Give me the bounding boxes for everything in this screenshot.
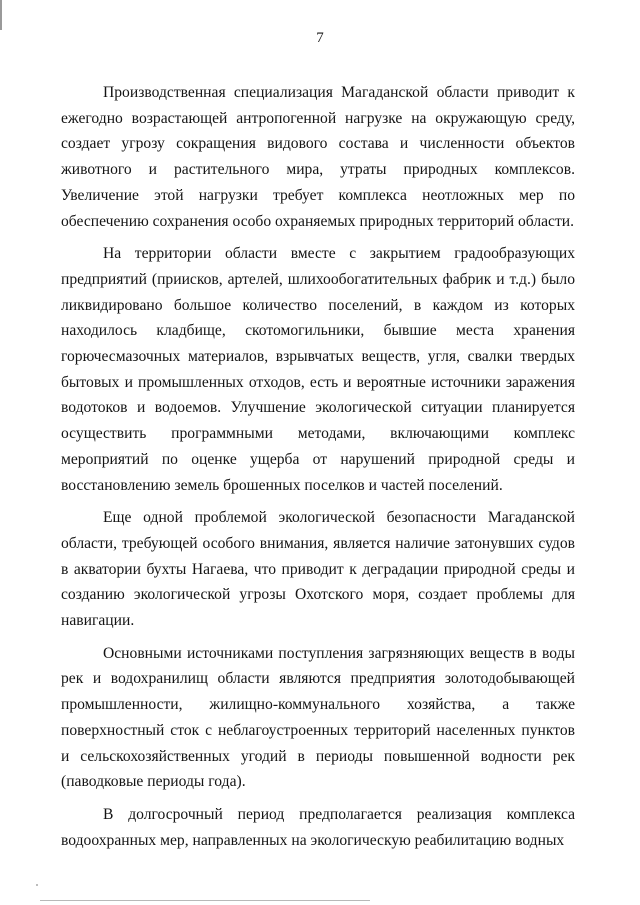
paragraph-long-term-measures: В долгосрочный период предполагается реализация комплекса водоохранных мер, направленных на экологическую реабилитацию водных — [61, 805, 575, 849]
scan-edge-mark — [0, 0, 2, 30]
page-number: 7 — [316, 30, 324, 46]
scan-artifact-dot — [36, 884, 38, 886]
scan-edge-line — [40, 900, 370, 901]
paragraph-specialization: Производственная специализация Магаданской области приводит к ежегодно возрастающей антропогенной нагрузке на окружающую среду, создает угрозу сокращения видового состава и численности объектов животного и растительного мира, утраты природных комплексов. Увеличение этой нагрузки требует комплекса неотложных мер по обеспечению сохранения особо охраняемых природных территорий области. — [61, 84, 575, 230]
paragraph-pollution-sources: Основными источниками поступления загрязняющих веществ в воды рек и водохранилищ области являются предприятия золотодобывающей промышленности, жилищно-коммунального хозяйства, а также поверхностный сток с неблагоустроенных территорий населенных пунктов и сельскохозяйственных угодий в периоды повышенной водности рек (паводковые периоды года). — [61, 644, 575, 791]
document-body — [61, 80, 575, 860]
paragraph-liquidated-settlements: На территории области вместе с закрытием градообразующих предприятий (приисков, артелей, шлихообогатительных фабрик и т.д.) было ликвидировано большое количество поселений, в каждом из которых находилось кладбище, скотомогильники, бывшие места хранения горючесмазочных материалов, взрывчатых веществ, угля, свалки твердых бытовых и промышленных отходов, есть и вероятные источники заражения водотоков и водоемов. Улучшение экологической ситуации планируется осуществить программными методами, включающими комплекс мероприятий по оценке ущерба от нарушений природной среды и восстановлению земель брошенных поселков и частей поселений. — [61, 245, 575, 494]
paragraph-sunken-ships: Еще одной проблемой экологической безопасности Магаданской области, требующей особого внимания, является наличие затонувших судов в акватории бухты Нагаева, что приводит к деградации природной среды и созданию экологической угрозы Охотского моря, создает проблемы для навигации. — [61, 509, 575, 630]
